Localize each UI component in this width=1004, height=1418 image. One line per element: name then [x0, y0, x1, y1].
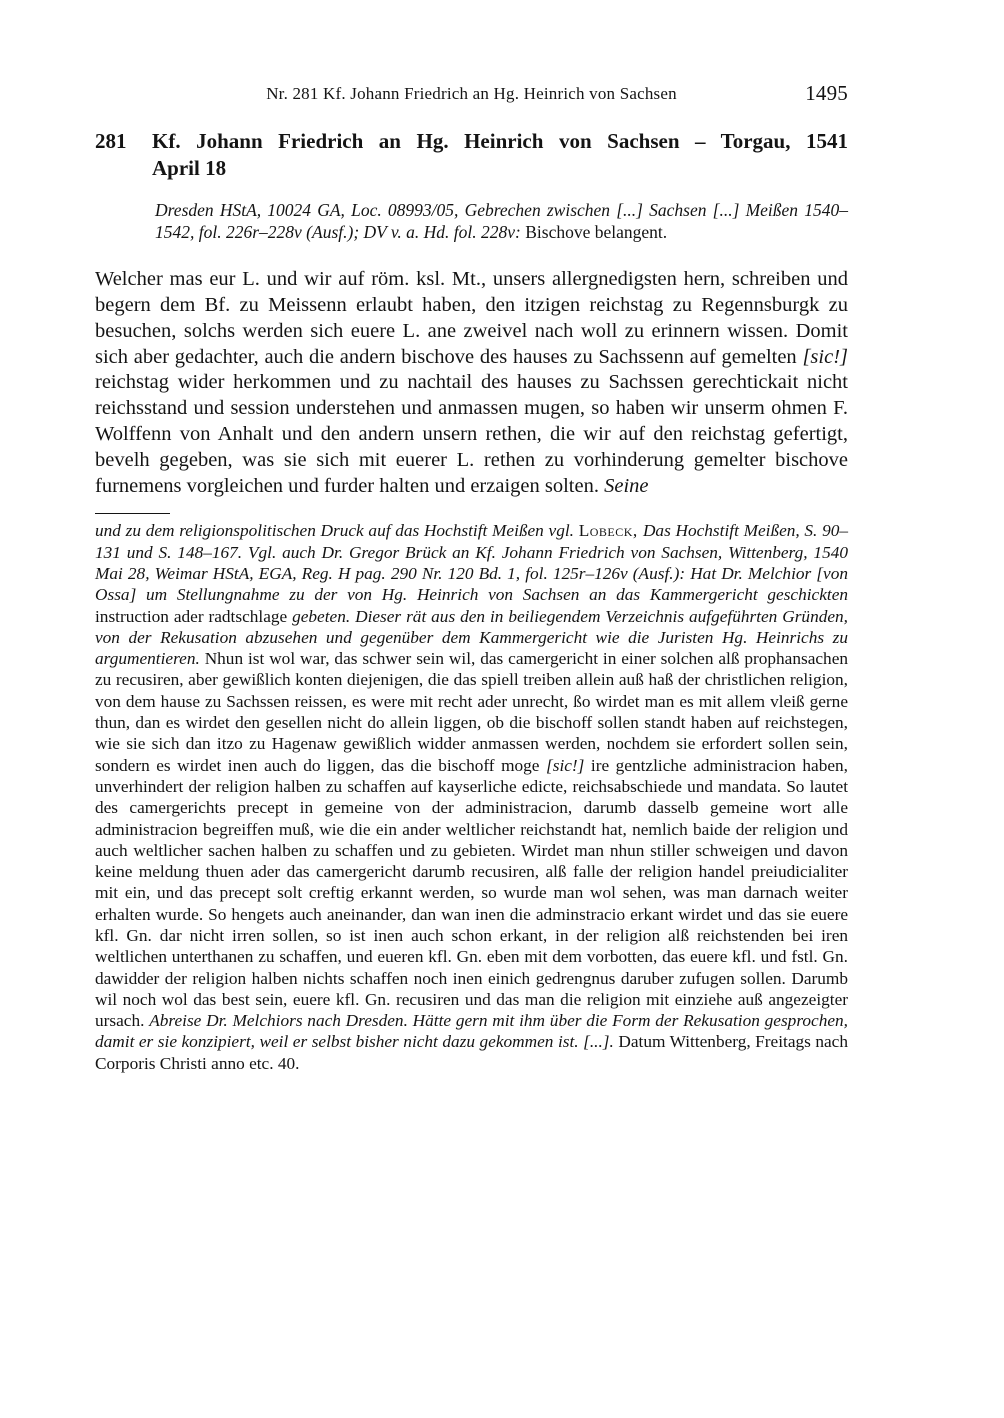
text-segment: Das Hochstift Meißen, S. 90–131 und S. 148–167. Vgl. auch Dr. Gregor Brück an Kf. Johann Friedrich von Sachsen, Wittenberg, 1540 Mai 28, Weimar HStA, EGA, Reg. H pag. 290 Nr. 120 Bd. 1, fol. 125r–126v (Ausf.): Hat Dr. Melchior [von Ossa] um Stellungnahme zu der von Hg. Heinrich von Sachsen an das Kammergericht geschickten — [95, 521, 849, 605]
entry-title-line1: Kf. Johann Friedrich an Hg. Heinrich von Sachsen – Torgau, 1541 — [152, 129, 848, 153]
page-number: 1495 — [805, 81, 848, 105]
text-segment: [sic!] — [546, 755, 585, 775]
text-segment: gebeten. Dieser rät aus den in beiliegendem Verzeichnis aufgeführten Gründen, von der Rekusation abzusehen und gegenüber dem Kammergericht wie die Juristen Hg. Heinrichs zu argumentieren. — [95, 606, 848, 669]
text-segment: und zu dem religionspolitischen Druck auf das Hochstift Meißen vgl. — [95, 521, 579, 541]
footnote-separator — [95, 513, 170, 514]
text-segment: Welcher mas eur L. und wir auf röm. ksl. Mt., unsers allergnedigsten hern, schreiben und begern dem Bf. zu Meissenn erlaubt haben, den itzigen reichstag zu Regennsburgk zu besuchen, solchs werden sich euere L. ane zweivel nach woll zu erinnern wissen. Domit sich aber gedachter, auch die andern bischove des hauses zu Sachssenn auf gemelten — [95, 268, 848, 368]
text-segment: Dresden HStA, 10024 GA, Loc. 08993/05, Gebrechen zwischen [...] Sachsen [...] Meißen 1540–1542, fol. 226r–228v (Ausf.); DV v. a. Hd. fol. 228v: — [155, 200, 848, 242]
text-segment: Bischove belangent. — [525, 221, 668, 242]
text-segment: Datum Wittenberg, Freitags nach Corporis Christi anno etc. 40. — [95, 1032, 848, 1073]
text-segment: Nhun ist wol war, das schwer sein wil, das camergericht in einer solchen alß prophansachen zu recusiren, aber gewißlich konten diejenigen, die das spiell treiben allein auß haß der christlichen religion, von dem hause zu Sachssen reissen, es were mit recht ader unrecht, ßo wirdet man es mit allem vleiß gerne thun, dan es wirdet den gesellen nicht do allein liggen, ob die bischoff sollen standt haben auf reichstegen, wie sie sich dan itzo zu Hagenaw gewißlich widder anmassen werden, nochdem sie erfordert sollen sein, sondern es wirdet inen auch do liggen, das die bischoff moge — [95, 649, 849, 775]
text-segment: Lobeck, — [578, 521, 643, 541]
entry-title-line2: April 18 — [152, 156, 227, 180]
text-segment: reichstag wider herkommen und zu nachtail des hauses zu Sachssen gerechtickait nicht reichsstand und session understehen und anmassen mugen, so haben wir unserm ohmen F. Wolffenn von Anhalt und den andern unsern rethen, die wir auf den reichstag gefertigt, bevelh gegeben, was sie sich mit euerer L. rethen zu vorhinderung gemelter bischove furnemens vorgleichen und furder halten und erzaigen solten. — [95, 371, 848, 497]
text-segment: instruction ader radtschlage — [95, 606, 293, 626]
entry-heading — [95, 128, 848, 182]
letter-body — [95, 267, 848, 499]
entry-title — [152, 128, 848, 182]
text-segment: Abreise Dr. Melchiors nach Dresden. Hätte gern mit ihm über die Form der Rekusation gesprochen, damit er sie konzipiert, weil er selbst bisher nicht dazu gekommen ist. [...]. — [95, 1011, 848, 1052]
running-title: Nr. 281 Kf. Johann Friedrich an Hg. Heinrich von Sachsen — [266, 84, 677, 103]
text-segment: ire gentzliche administracion haben, unverhindert der religion halben zu schaffen auf kayserliche edicte, reichsabschiede und mandata. So lautet des camergerichts precept in gemeine von der administracion, darumb dasselb gemeine wort alle administracion begreiffen muß, wie die ein ander weltlicher reichstandt hat, nemlich baide der religion und auch weltlicher sachen halben zu schaffen und zu gebieten. Wirdet man nhun stiller schweigen und davon keine meldung thuen ader das camergericht darumb recusiren, alß falle der religion handel preiudicialiter mit ein, und das precept solt creftig erkannt werden, so wurde man wol sehen, was man darnach weiter erhalten wurde. So hengets auch aneinander, dan wan inen die adminstracio erkant wirdet und das sie euere kfl. Gn. dar nicht irren sollen, so ist inen auch schon erkant, in der religion alß reichstenden bei iren weltlichen unterthanen zu schaffen, und eueren kfl. Gn. eben mit dem vorbotten, das euere kfl. und fstl. Gn. dawidder der religion halben nichts schaffen noch inen einich gedrengnus daruber zufugen sollen. Darumb wil noch wol das best sein, euere kfl. Gn. recusiren und das man die religion mit einziehe auß angezeigter ursach. — [95, 755, 848, 1031]
source-citation — [155, 200, 848, 243]
footnote — [95, 520, 848, 1074]
text-segment: [sic!] — [802, 345, 848, 368]
running-header — [95, 81, 848, 108]
entry-number: 281 — [95, 129, 127, 153]
text-segment: Seine — [604, 474, 649, 497]
